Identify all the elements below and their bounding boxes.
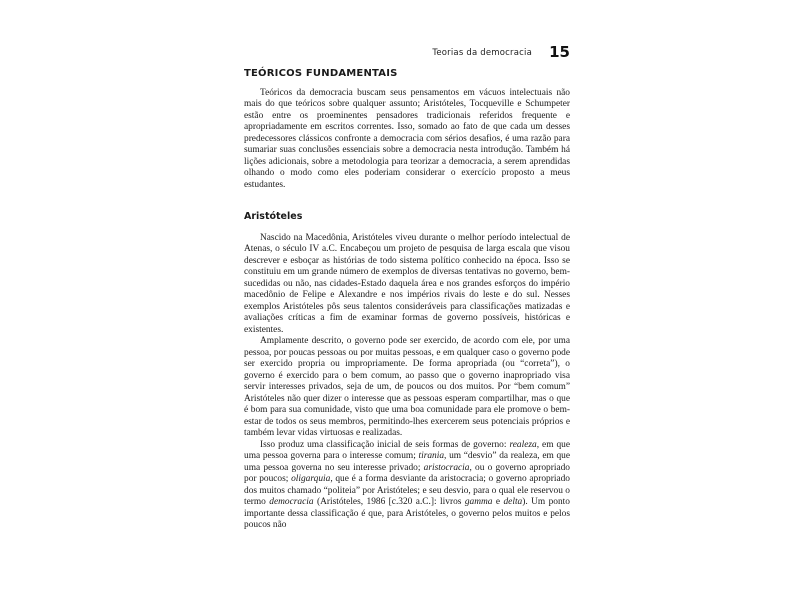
- paragraph-classification: [244, 440, 570, 532]
- text-run: (Aristóteles, 1986 [c.320 a.C.]: livros: [313, 497, 465, 507]
- term-delta: delta: [503, 497, 523, 507]
- text-run: , em que uma pessoa governa para o interesse comum;: [244, 439, 570, 461]
- paragraph-birth: Nascido na Macedônia, Aristóteles viveu durante o melhor período intelectual de Atenas, o século IV a.C. Encabeçou um projeto de pesquisa de larga escala que visou descrever e esboçar as histórias de todo sistema político conhecido na época. Isso se constituiu em um grande número de exemplos de diversas tentativas no governo, bem-sucedidas ou não, nas cidades-Estado daquela área e nos grandes esforços do império macedônio de Felipe e Alexandre e nos impérios rivais do leste e do sul. Nesses exemplos Aristóteles pôs seus talentos consideráveis para classificações matizadas e avaliações críticas a fim de examinar formas de governo possíveis, históricas e existentes.: [244, 232, 570, 335]
- running-title: Teorias da democracia: [432, 48, 532, 58]
- intro-paragraph: Teóricos da democracia buscam seus pensamentos em vácuos intelectuais não mais do que teóricos sobre qualquer assunto; Aristóteles, Tocqueville e Schumpeter estão entre os proeminentes pensadores tradicionais referidos frequente e apropriadamente em escritos correntes. Isso, somado ao fato de que cada um desses predecessores clássicos confronte a democracia com sérios desafios, é uma razão para sumariar suas conclusões essenciais sobre a democracia nesta introdução. Também há lições adicionais, sobre a metodologia para teorizar a democracia, a serem aprendidas olhando o modo como eles poderiam considerar o exercício proposto a meus estudantes.: [244, 87, 570, 190]
- term-aristocracia: aristocracia: [423, 462, 470, 473]
- text-run: ). Um ponto importante dessa classificação é que, para Aristóteles, o governo pelos muitos e pelos poucos não: [244, 497, 570, 530]
- paragraph-government: Amplamente descrito, o governo pode ser exercido, de acordo com ele, por uma pessoa, por poucas pessoas ou por muitas pessoas, e em qualquer caso o governo pode ser exercido propria ou impropriamente. De forma apropriada (ou “correta”), o governo é exercido para o bem comum, ao passo que o governo inapropriado visa servir interesses privados, seja de um, de poucos ou dos muitos. Por “bem comum” Aristóteles não quer dizer o interesse que as pessoas esperam compartilhar, mas o que é bom para sua comunidade, visto que uma boa comunidade para ele promove o bem-estar de todos os seus membros, permitindo-lhes exercerem seus potenciais próprios e também levar vidas virtuosas e realizadas.: [244, 336, 570, 438]
- text-run: Isso produz uma classificação inicial de seis formas de governo:: [260, 439, 510, 450]
- subsection-title: Aristóteles: [244, 211, 303, 222]
- text-run: , ou o governo apropriado por poucos;: [244, 462, 570, 484]
- term-gamma: gamma: [464, 497, 493, 507]
- page-number: 15: [549, 43, 570, 61]
- text-run: , que é a forma desviante da aristocracia; o governo apropriado dos muitos chamado “politeia” por Aristóteles; e seu desvio, para o qual ele reservou o termo: [244, 474, 570, 507]
- section-title: TEÓRICOS FUNDAMENTAIS: [244, 68, 398, 79]
- page-content: [244, 68, 570, 532]
- term-tirania: tirania: [418, 451, 445, 461]
- term-democracia: democracia: [269, 497, 314, 507]
- term-realeza: realeza: [509, 439, 537, 450]
- term-oligarquia: oligarquia: [291, 474, 331, 484]
- page-header: [420, 44, 570, 64]
- text-run: e: [492, 497, 504, 507]
- text-run: , um “desvio” da realeza, em que uma pessoa governa no seu interesse privado;: [244, 451, 570, 473]
